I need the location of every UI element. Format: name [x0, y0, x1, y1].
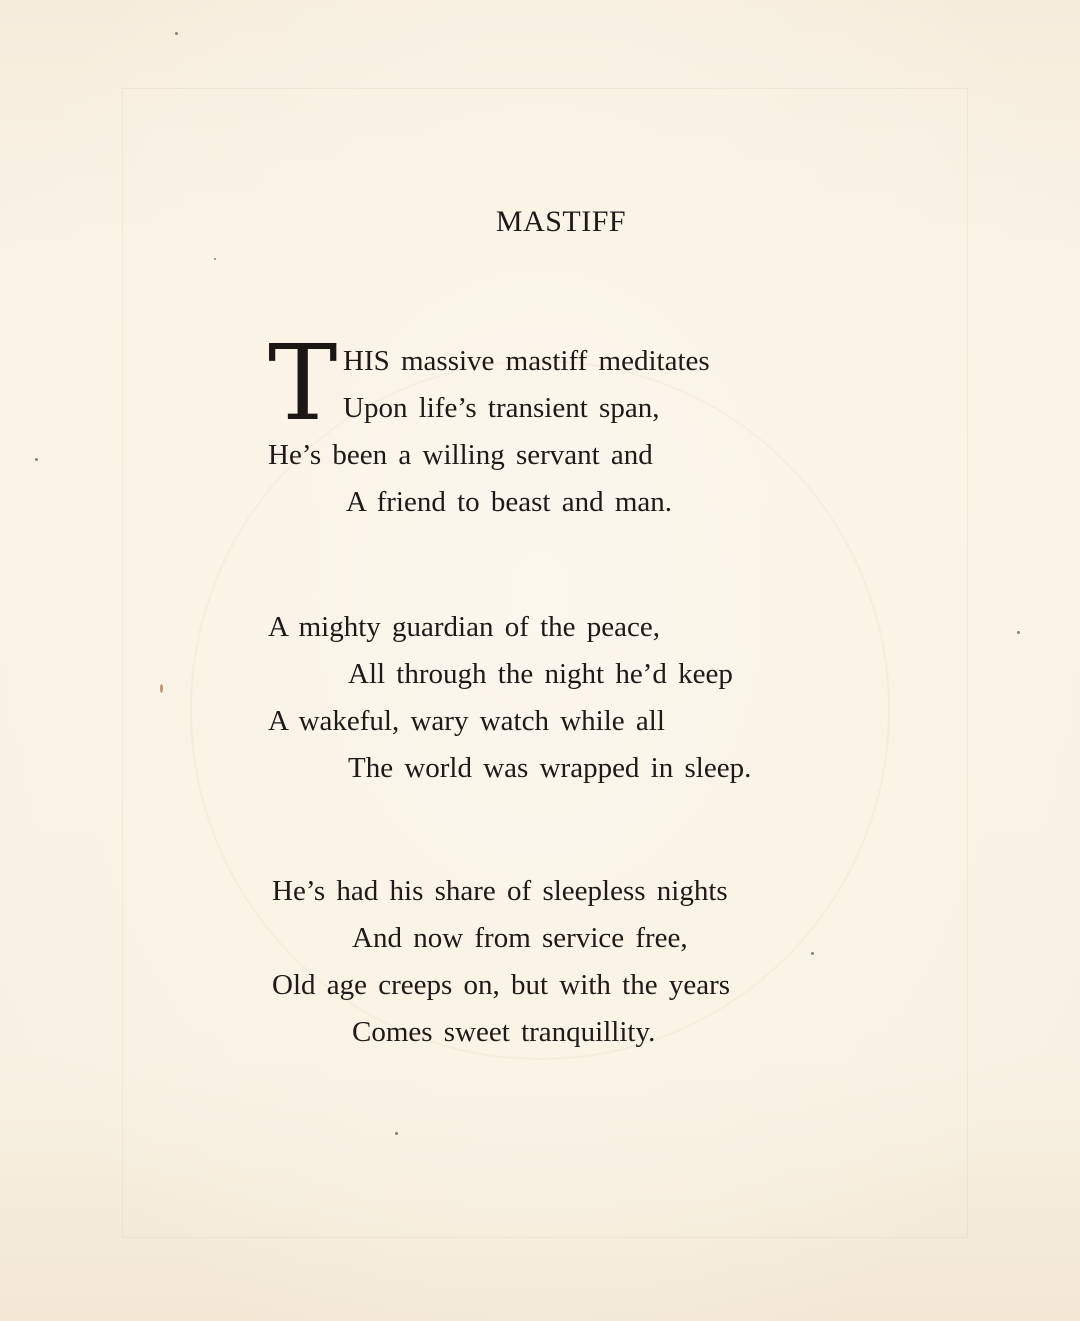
stanza-1	[268, 322, 908, 526]
paper-speck	[35, 458, 38, 461]
poem-line: Comes sweet tranquillity.	[352, 1016, 656, 1048]
poem-title: MASTIFF	[495, 205, 627, 238]
paper-speck	[214, 258, 216, 260]
stanza-2	[268, 604, 908, 792]
poem-line: Old age creeps on, but with the years	[272, 969, 731, 1001]
poem-line: A friend to beast and man.	[346, 486, 673, 518]
poem-line: A wakeful, wary watch while all	[268, 705, 665, 737]
paper-speck	[1017, 631, 1020, 634]
drop-cap: T	[268, 322, 338, 444]
poem-line: Upon life’s transient span,	[343, 392, 660, 424]
paper-speck	[175, 32, 178, 35]
paper-speck	[160, 684, 163, 693]
poem-line: All through the night he’d keep	[348, 658, 733, 690]
poem-line: He’s been a willing servant and	[268, 439, 653, 471]
poem-line: He’s had his share of sleepless nights	[272, 875, 728, 907]
stanza-3	[272, 868, 912, 1056]
paper-speck	[395, 1132, 398, 1135]
poem-line: HIS massive mastiff meditates	[343, 345, 710, 377]
poem-line: And now from service free,	[352, 922, 688, 954]
poem-line: A mighty guardian of the peace,	[268, 611, 661, 643]
poem-line: The world was wrapped in sleep.	[348, 752, 752, 784]
